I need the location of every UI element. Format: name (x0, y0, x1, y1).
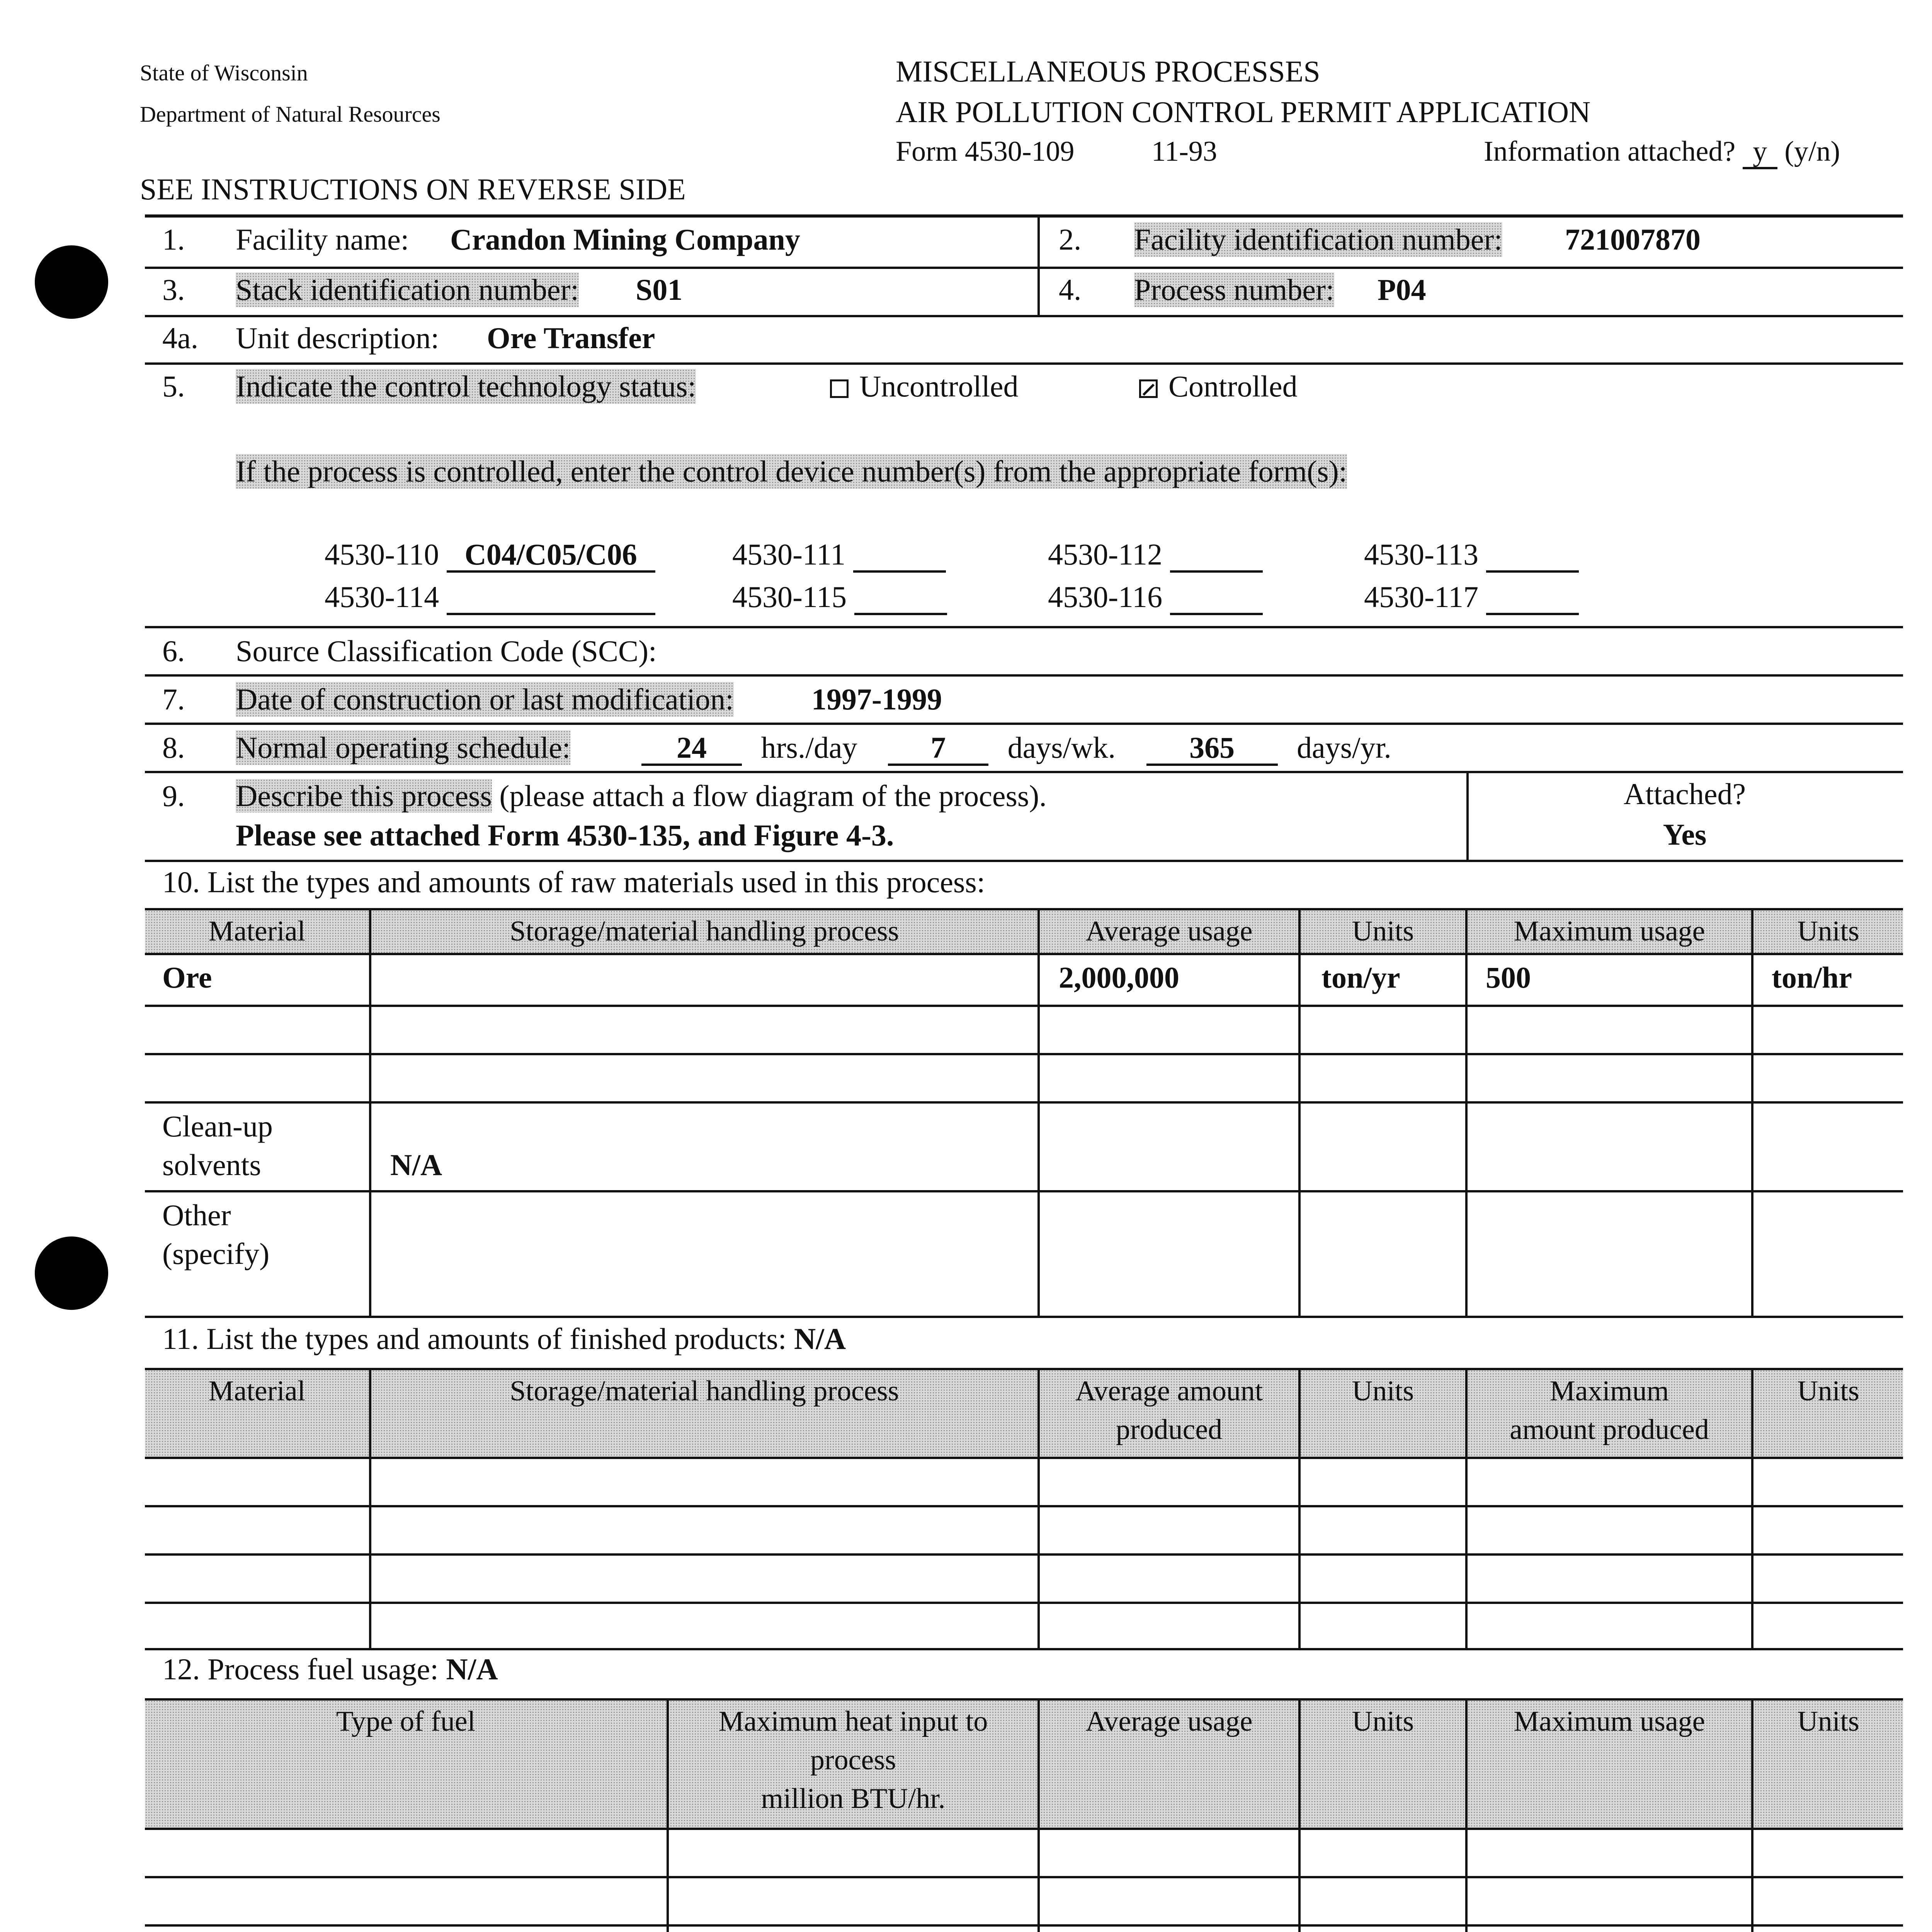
rule (145, 1005, 1903, 1007)
hours-per-day-unit: hrs./day (761, 731, 857, 764)
field-8-number: 8. (162, 731, 185, 764)
rule (1298, 910, 1301, 1318)
field-7-number: 7. (162, 682, 185, 716)
rule (145, 1828, 1903, 1830)
rule (145, 1101, 1903, 1104)
rule (145, 1053, 1903, 1055)
stack-id-label: Stack identification number: (236, 273, 579, 306)
construction-date-label: Date of construction or last modification: (236, 682, 734, 716)
rule (145, 1648, 1903, 1650)
rule (145, 1553, 1903, 1556)
hours-per-day-value[interactable]: 24 (641, 732, 742, 766)
fp-header-average-line1: Average amount (1075, 1375, 1263, 1407)
rule (1751, 910, 1753, 1318)
form-4530-117-value[interactable] (1486, 581, 1579, 615)
scc-label: Source Classification Code (SCC): (236, 634, 657, 668)
fuel-header-units: Units (1352, 1706, 1414, 1737)
state-name: State of Wisconsin (140, 60, 308, 85)
rule (145, 1190, 1903, 1192)
rule (145, 953, 1903, 955)
rule (145, 860, 1903, 862)
form-4530-114-value[interactable] (447, 581, 655, 615)
rm-row-material[interactable]: Ore (162, 961, 212, 994)
process-attached-label: Attached? (1623, 777, 1746, 811)
describe-process (236, 779, 1047, 813)
operating-schedule (641, 730, 1391, 766)
rule (145, 1602, 1903, 1604)
days-per-year-value[interactable]: 365 (1146, 732, 1278, 766)
stack-id-value[interactable]: S01 (636, 273, 683, 306)
fp-header-maximum-line2: amount produced (1510, 1414, 1709, 1446)
rm-header-average: Average usage (1085, 915, 1253, 947)
facility-id-label: Facility identification number: (1134, 223, 1503, 256)
fp-header-units-2: Units (1797, 1375, 1859, 1407)
fuel-header-heat-line1: Maximum heat input to (718, 1706, 988, 1737)
finished-products-label: 11. List the types and amounts of finished products: (162, 1322, 787, 1355)
rule (145, 1316, 1903, 1318)
fp-header-storage: Storage/material handling process (510, 1375, 899, 1407)
facility-name-label: Facility name: (236, 223, 409, 256)
fuel-header-heat-line3: million BTU/hr. (761, 1783, 946, 1815)
cleanup-label-line2: solvents (162, 1148, 261, 1182)
process-number-label: Process number: (1134, 273, 1334, 306)
unit-description-label: Unit description: (236, 321, 439, 355)
fuel-header-average: Average usage (1085, 1706, 1253, 1737)
rule (145, 1876, 1903, 1878)
rm-row-average-units[interactable]: ton/yr (1321, 961, 1400, 994)
describe-process-note: (please attach a flow diagram of the process). (499, 779, 1047, 813)
fuel-header-maximum: Maximum usage (1514, 1706, 1705, 1737)
rule (1037, 910, 1040, 1318)
rule (145, 771, 1903, 773)
facility-id-value[interactable]: 721007870 (1565, 223, 1701, 256)
department-name: Department of Natural Resources (140, 102, 440, 127)
controlled-option[interactable] (1139, 369, 1298, 404)
form-number: Form 4530-109 (896, 136, 1075, 167)
rm-header-material: Material (208, 915, 306, 947)
fuel-header-type: Type of fuel (336, 1706, 476, 1737)
facility-name-value[interactable]: Crandon Mining Company (450, 223, 800, 256)
rule (1037, 214, 1040, 315)
form-date: 11-93 (1151, 136, 1217, 167)
rule (145, 1368, 1903, 1370)
punch-hole-top (35, 245, 108, 319)
describe-process-label: Describe this process (236, 779, 492, 813)
rule (145, 1698, 1903, 1701)
form-4530-112: 4530-112 (1048, 537, 1263, 573)
fp-header-maximum-line1: Maximum (1549, 1375, 1669, 1407)
field-4a-number: 4a. (162, 321, 199, 355)
info-attached-yn: (y/n) (1784, 136, 1840, 167)
field-5-number: 5. (162, 369, 185, 403)
uncontrolled-checkbox[interactable] (830, 379, 849, 398)
field-9-number: 9. (162, 779, 185, 813)
rule (145, 674, 1903, 677)
form-4530-117: 4530-117 (1364, 580, 1579, 615)
finished-products (162, 1321, 846, 1356)
rule (145, 1924, 1903, 1927)
rule (145, 315, 1903, 317)
info-attached-value[interactable]: y (1743, 137, 1777, 169)
cleanup-value[interactable]: N/A (390, 1148, 442, 1182)
field-3-number: 3. (162, 273, 185, 306)
field-6-number: 6. (162, 634, 185, 668)
process-number-value[interactable]: P04 (1378, 273, 1426, 306)
field-4-number: 4. (1059, 273, 1082, 306)
cleanup-label-line1: Clean-up (162, 1109, 273, 1143)
rule (145, 267, 1903, 269)
rule (145, 362, 1903, 365)
operating-schedule-label: Normal operating schedule: (236, 731, 571, 764)
instructions-note: SEE INSTRUCTIONS ON REVERSE SIDE (140, 172, 686, 206)
unit-description-value[interactable]: Ore Transfer (487, 321, 655, 355)
form-4530-116-value[interactable] (1170, 581, 1263, 615)
process-attached-value[interactable]: Yes (1663, 818, 1707, 851)
rule (145, 723, 1903, 725)
form-4530-116: 4530-116 (1048, 580, 1263, 615)
form-4530-113: 4530-113 (1364, 537, 1579, 573)
controlled-checkbox[interactable] (1139, 379, 1158, 398)
rule (145, 1457, 1903, 1459)
form-4530-112-value[interactable] (1170, 539, 1263, 573)
rule (145, 214, 1903, 218)
describe-process-value[interactable]: Please see attached Form 4530-135, and Figure 4-3. (236, 818, 894, 852)
other-label-line1: Other (162, 1198, 231, 1232)
rm-row-maximum-units[interactable]: ton/hr (1772, 961, 1852, 994)
field-2-number: 2. (1059, 223, 1082, 256)
fuel-header-units-2: Units (1797, 1706, 1859, 1737)
form-4530-111: 4530-111 (732, 537, 946, 573)
construction-date-value[interactable]: 1997-1999 (811, 682, 942, 716)
days-per-year-unit: days/yr. (1297, 731, 1391, 764)
uncontrolled-option[interactable] (830, 369, 1019, 404)
form-4530-111-value[interactable] (853, 539, 946, 573)
raw-materials-label: 10. List the types and amounts of raw materials used in this process: (162, 865, 985, 899)
fuel-usage (162, 1652, 498, 1687)
rule (145, 1505, 1903, 1507)
rule (1465, 910, 1468, 1318)
rm-row-average[interactable]: 2,000,000 (1059, 961, 1179, 994)
controlled-label: Controlled (1168, 369, 1298, 403)
control-status-label: Indicate the control technology status: (236, 369, 696, 403)
form-4530-110: 4530-110 C04/C05/C06 (325, 537, 655, 573)
form-4530-110-value[interactable]: C04/C05/C06 (447, 539, 655, 573)
control-device-instruction: If the process is controlled, enter the control device number(s) from the appropriate form(s): (236, 454, 1347, 488)
rm-header-units: Units (1352, 915, 1414, 947)
rm-header-units-2: Units (1797, 915, 1859, 947)
rm-row-maximum[interactable]: 500 (1486, 961, 1531, 994)
rule (145, 626, 1903, 628)
form-4530-115: 4530-115 (732, 580, 947, 615)
form-4530-115-value[interactable] (854, 581, 947, 615)
days-per-week-unit: days/wk. (1007, 731, 1116, 764)
rm-header-maximum: Maximum usage (1514, 915, 1705, 947)
punch-hole-middle (35, 1236, 108, 1310)
form-4530-113-value[interactable] (1486, 539, 1579, 573)
fp-header-average-line2: produced (1116, 1414, 1223, 1446)
uncontrolled-label: Uncontrolled (859, 369, 1019, 403)
days-per-week-value[interactable]: 7 (888, 732, 988, 766)
rule (369, 910, 371, 1318)
fp-header-material: Material (208, 1375, 306, 1407)
form-4530-114: 4530-114 (325, 580, 655, 615)
other-label-line2: (specify) (162, 1237, 270, 1270)
field-1-number: 1. (162, 223, 185, 256)
info-attached (1484, 135, 1840, 169)
form-title-line1: MISCELLANEOUS PROCESSES (896, 54, 1320, 88)
fuel-usage-value[interactable]: N/A (446, 1652, 498, 1686)
finished-products-value[interactable]: N/A (794, 1322, 846, 1355)
info-attached-label: Information attached? (1484, 136, 1736, 167)
fp-header-units: Units (1352, 1375, 1414, 1407)
fuel-header-heat-line2: process (810, 1744, 896, 1776)
form-title-line2: AIR POLLUTION CONTROL PERMIT APPLICATION (896, 95, 1591, 129)
rm-header-storage: Storage/material handling process (510, 915, 899, 947)
fuel-usage-label: 12. Process fuel usage: (162, 1652, 439, 1686)
